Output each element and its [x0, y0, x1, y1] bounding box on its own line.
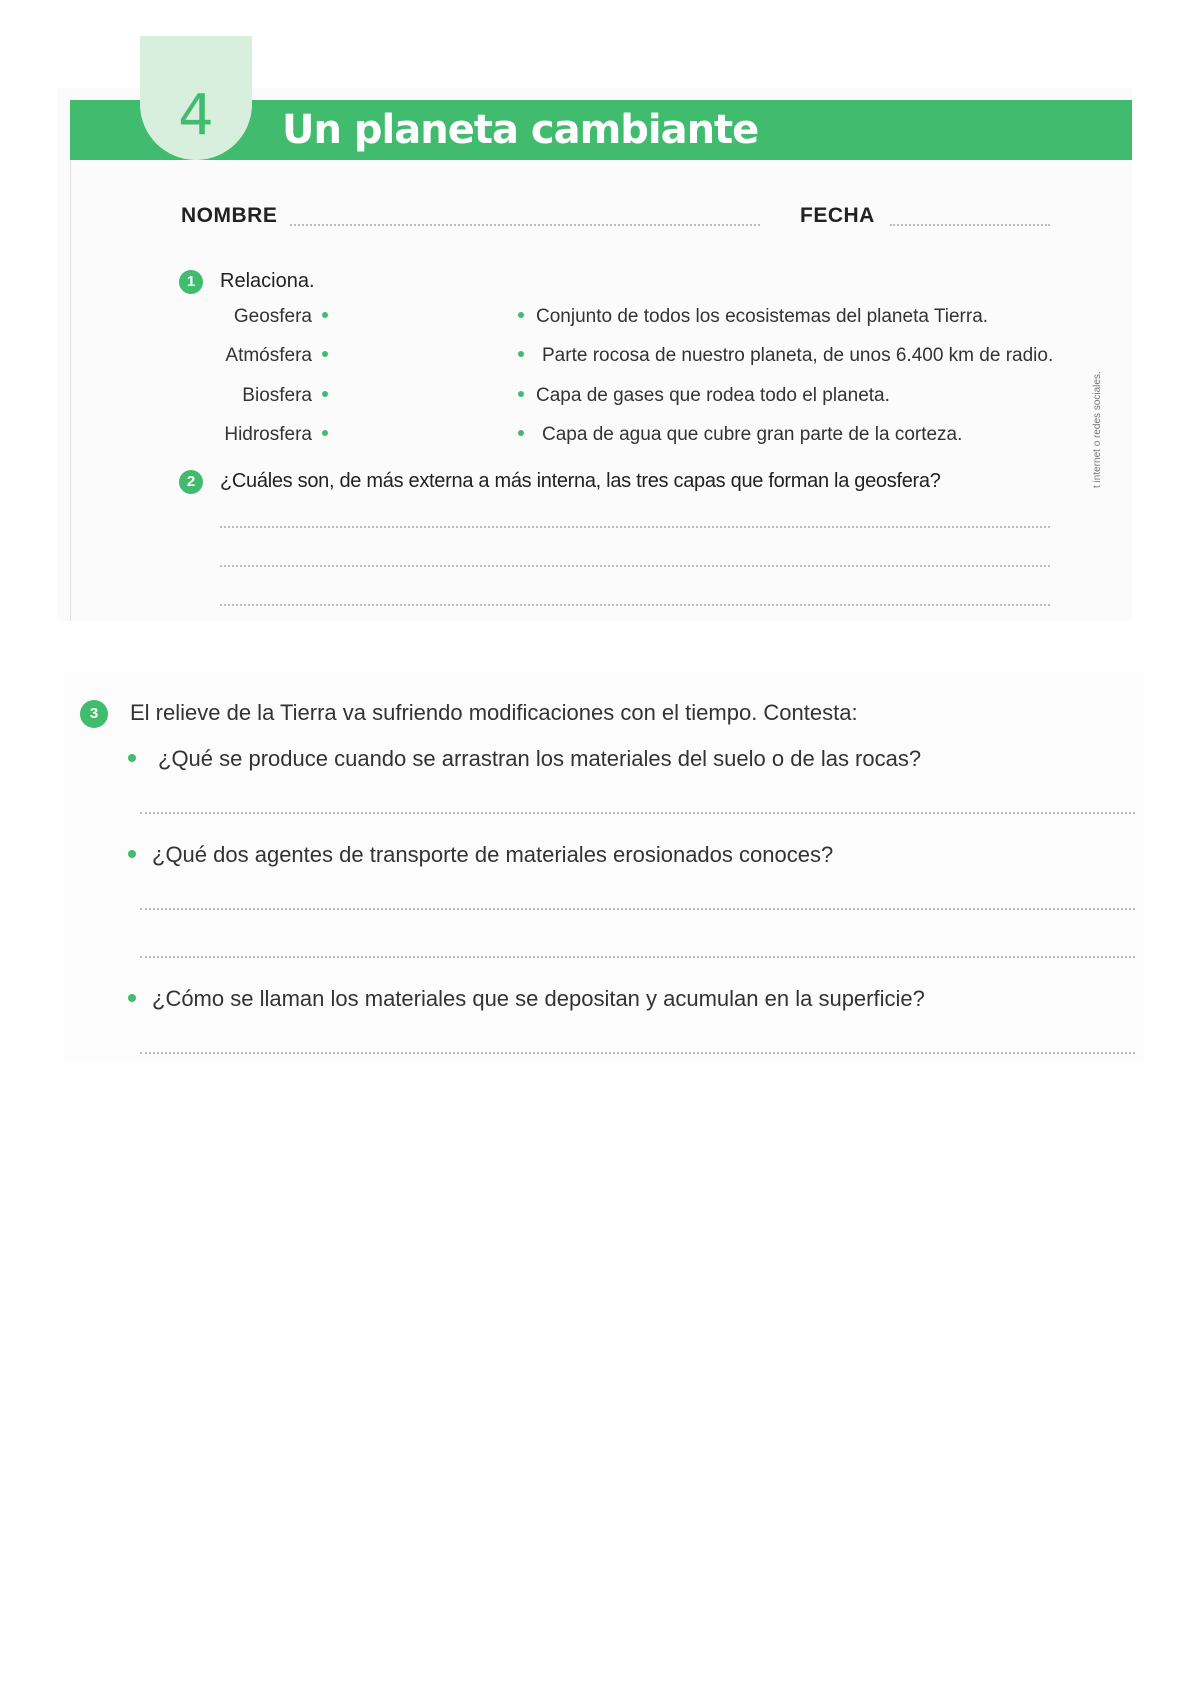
- name-label: NOMBRE: [181, 204, 278, 227]
- match-point-left[interactable]: [322, 430, 328, 436]
- term-atmosfera: Atmósfera: [225, 345, 312, 366]
- match-point-left[interactable]: [322, 391, 328, 397]
- question-bullet: [128, 754, 136, 762]
- exercise-3-number: 3: [80, 700, 108, 728]
- question-item: ¿Cómo se llaman los materiales que se depositan y acumulan en la superficie?: [152, 986, 925, 1011]
- term-hidrosfera: Hidrosfera: [224, 424, 312, 445]
- answer-line[interactable]: [140, 956, 1135, 958]
- page-title: Un planeta cambiante: [282, 107, 759, 153]
- answer-line[interactable]: [220, 604, 1050, 606]
- definition-item: Parte rocosa de nuestro planeta, de unos 6.400 km de radio.: [542, 345, 1054, 366]
- answer-line[interactable]: [140, 1052, 1135, 1054]
- exercise-1-instruction: Relaciona.: [220, 270, 315, 292]
- name-field[interactable]: [290, 224, 760, 226]
- unit-number: 4: [178, 83, 214, 148]
- question-item: ¿Qué se produce cuando se arrastran los materiales del suelo o de las rocas?: [158, 746, 922, 771]
- card-left-rule: [70, 160, 71, 621]
- answer-line[interactable]: [140, 908, 1135, 910]
- term-biosfera: Biosfera: [242, 385, 312, 406]
- match-point-right[interactable]: [518, 312, 524, 318]
- date-label: FECHA: [800, 204, 875, 227]
- definition-item: Capa de agua que cubre gran parte de la corteza.: [542, 424, 963, 445]
- match-point-left[interactable]: [322, 312, 328, 318]
- definition-item: Conjunto de todos los ecosistemas del planeta Tierra.: [536, 306, 989, 327]
- match-point-right[interactable]: [518, 351, 524, 357]
- question-bullet: [128, 850, 136, 858]
- exercise-1-number: 1: [179, 270, 203, 294]
- answer-line[interactable]: [220, 526, 1050, 528]
- term-geosfera: Geosfera: [233, 306, 312, 327]
- exercise-2-question: ¿Cuáles son, de más externa a más interna, las tres capas que forman la geosfera?: [220, 470, 941, 492]
- side-note: t internet o redes sociales.: [1092, 371, 1103, 488]
- question-bullet: [128, 994, 136, 1002]
- answer-line[interactable]: [220, 565, 1050, 567]
- date-field[interactable]: [890, 224, 1050, 226]
- match-point-right[interactable]: [518, 391, 524, 397]
- exercise-3-intro: El relieve de la Tierra va sufriendo modificaciones con el tiempo. Contesta:: [130, 700, 858, 725]
- answer-line[interactable]: [140, 812, 1135, 814]
- exercise-2-number: 2: [179, 470, 203, 494]
- question-item: ¿Qué dos agentes de transporte de materiales erosionados conoces?: [152, 842, 834, 867]
- match-point-left[interactable]: [322, 351, 328, 357]
- definition-item: Capa de gases que rodea todo el planeta.: [536, 385, 890, 406]
- match-point-right[interactable]: [518, 430, 524, 436]
